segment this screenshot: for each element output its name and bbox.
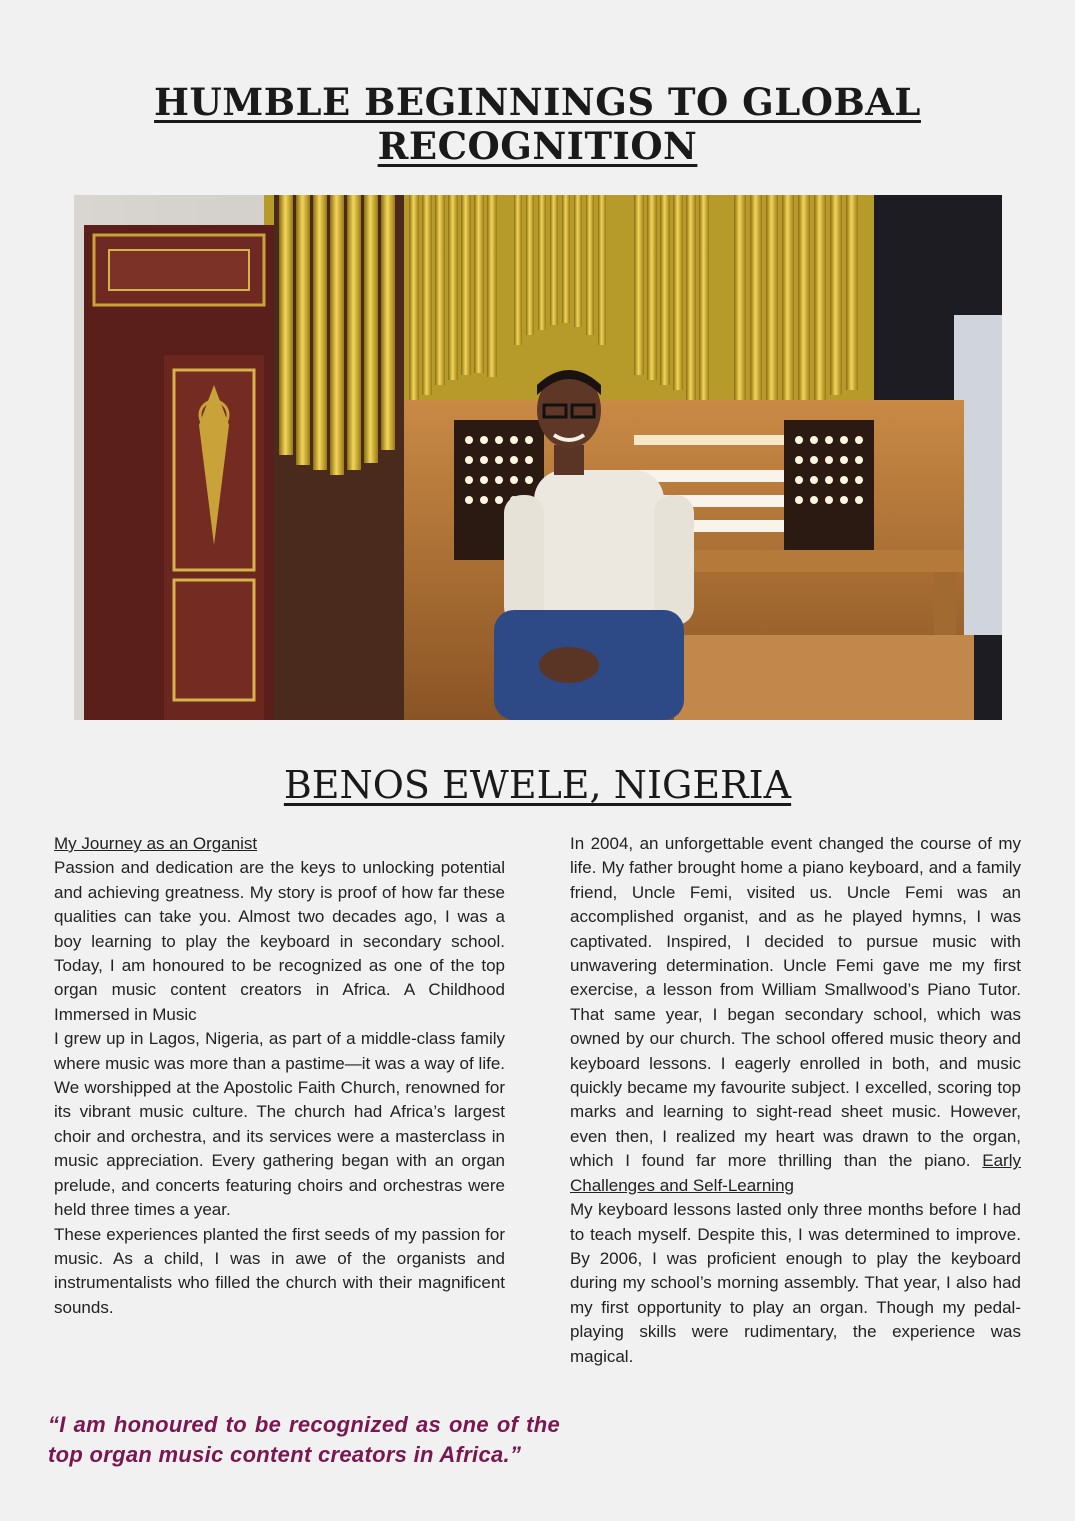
photo-caption: BENOS EWELE, NIGERIA xyxy=(283,763,792,807)
paragraph: These experiences planted the first seeds of my passion for music. As a child, I was in awe of the organists and instrumentalists who filled the church with their magnificent sounds. xyxy=(54,1224,505,1317)
paragraph xyxy=(570,832,1021,1198)
paragraph: Passion and dedication are the keys to unlocking potential and achieving greatness. My story is proof of how far these qualities can take you. Almost two decades ago, I was a boy learning to play the keyboard in secondary school. Today, I am honoured to be recognized as one of the top organ music content creators in Africa. A Childhood Immersed in Music xyxy=(54,858,505,1024)
section-heading-early-challenges: Early Challenges and Self-Learning xyxy=(570,1151,1021,1195)
organist-photo xyxy=(74,195,1002,720)
section-heading-journey: My Journey as an Organist xyxy=(54,834,258,853)
right-column xyxy=(570,832,1021,1369)
paragraph-text: In 2004, an unforgettable event changed the course of my life. My father brought home a piano keyboard, and a family friend, Uncle Femi, visited us. Uncle Femi was an accomplished organist, and as he played hymns, I was captivated. Inspired, I decided to pursue music with unwavering determination. Uncle Femi gave me my first exercise, a lesson from William Smallwood’s Piano Tutor. That same year, I began secondary school, which was owned by our church. The school offered music theory and keyboard lessons. I eagerly enrolled in both, and music quickly became my favourite subject. I excelled, scoring top marks and learning to sight-read sheet music. However, even then, I realized my heart was drawn to the organ, which I found far more thrilling than the piano. xyxy=(570,834,1021,1171)
left-column xyxy=(54,832,505,1320)
paragraph: I grew up in Lagos, Nigeria, as part of a middle-class family where music was more than a pastime—it was a way of life. We worshipped at the Apostolic Faith Church, renowned for its vibrant music culture. The church had Africa’s largest choir and orchestra, and its services were a masterclass in music appreciation. Every gathering began with an organ prelude, and concerts featuring choirs and orchestras were held three times a year. xyxy=(54,1029,505,1220)
pull-quote: “I am honoured to be recognized as one of the top organ music content creators in Africa.” xyxy=(48,1412,560,1467)
paragraph: My keyboard lessons lasted only three months before I had to teach myself. Despite this, I was determined to improve. By 2006, I was proficient enough to play the keyboard during my school’s morning assembly. That year, I also had my first opportunity to play an organ. Though my pedal-playing skills were rudimentary, the experience was magical. xyxy=(570,1200,1021,1366)
page-title: HUMBLE BEGINNINGS TO GLOBAL RECOGNITION xyxy=(154,80,921,168)
